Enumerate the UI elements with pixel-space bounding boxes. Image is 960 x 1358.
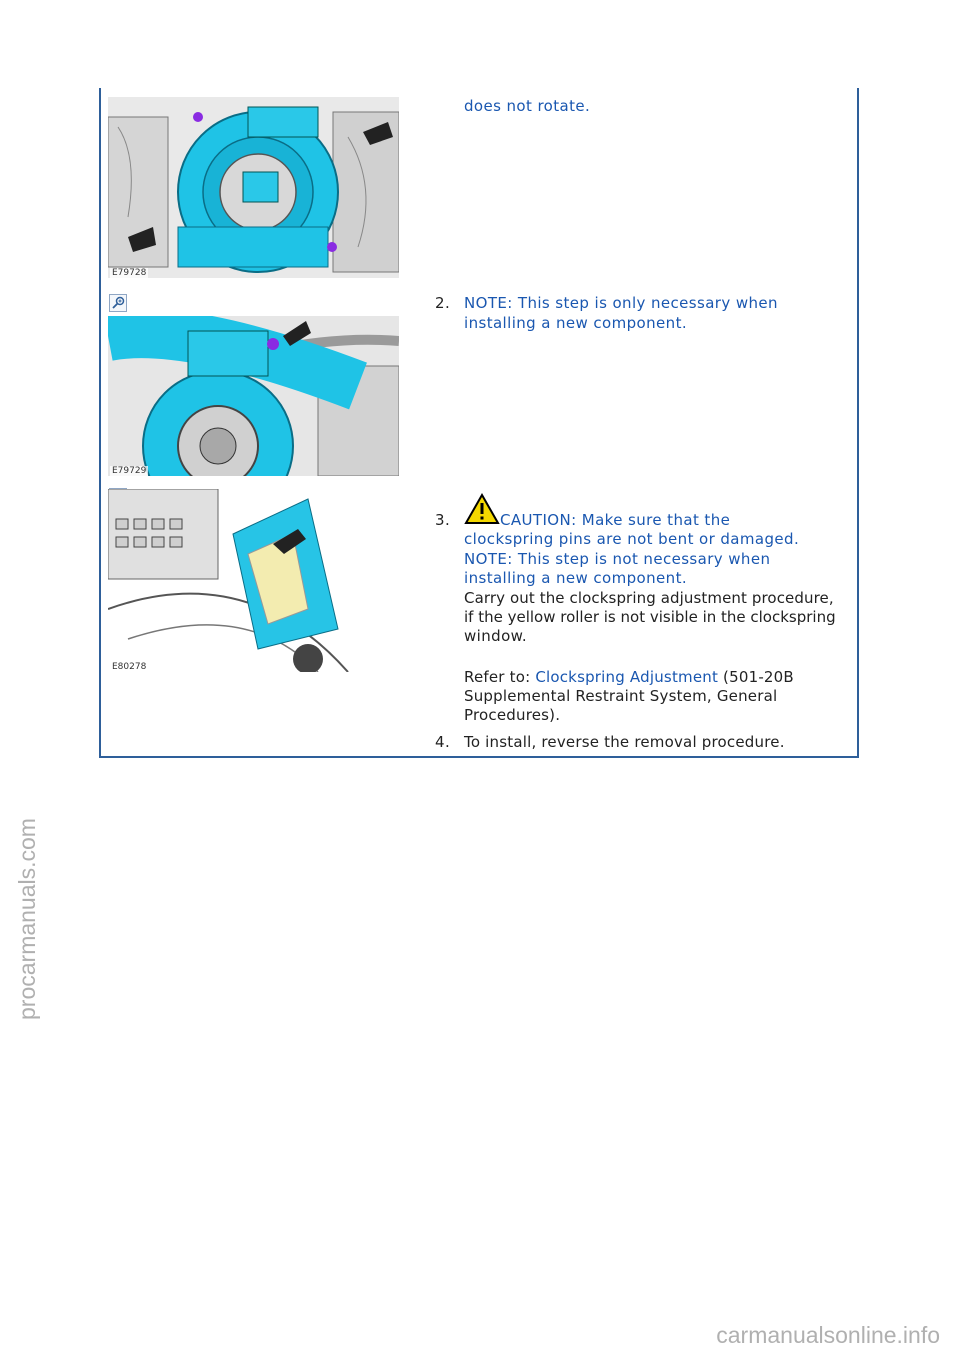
- step2-number: 2.: [435, 294, 451, 312]
- step3-body-line1: Carry out the clockspring adjustment procedure,: [464, 589, 834, 607]
- step3-body-line2: if the yellow roller is not visible in the clockspring: [464, 608, 836, 626]
- step3-caution-line2: clockspring pins are not bent or damaged.: [464, 530, 800, 548]
- clockspring-adjustment-link[interactable]: Clockspring Adjustment: [535, 668, 719, 686]
- caution-icon: [464, 493, 500, 525]
- zoom-icon[interactable]: [109, 294, 127, 312]
- watermark-bottom: carmanualsonline.info: [716, 1322, 940, 1348]
- step4-number: 4.: [435, 733, 451, 751]
- clockspring-window-illustration: [108, 489, 399, 672]
- step3-caution-line1: CAUTION: Make sure that the: [500, 511, 731, 529]
- step3-refer-line3: Procedures).: [464, 706, 561, 724]
- figure-e79728: [108, 97, 399, 278]
- step3-note-line2: installing a new component.: [464, 569, 688, 587]
- step4-text: To install, reverse the removal procedure.: [464, 733, 785, 751]
- step3-number: 3.: [435, 511, 451, 529]
- clockspring-illustration: [108, 97, 399, 278]
- step2-note-line2: installing a new component.: [464, 314, 688, 332]
- step3-note-line1: NOTE: This step is not necessary when: [464, 550, 771, 568]
- step2-note-line1: NOTE: This step is only necessary when: [464, 294, 778, 312]
- step3-refer-line2: Supplemental Restraint System, General: [464, 687, 778, 705]
- refer-suffix: (501-20B: [718, 668, 794, 686]
- step3-body-line3: window.: [464, 627, 528, 645]
- step1-continuation: does not rotate.: [464, 97, 591, 115]
- figure-e79729: [108, 316, 399, 476]
- clockspring-connector-illustration: [108, 316, 399, 476]
- figure-caption: E79729: [112, 466, 147, 476]
- figure-caption: E80278: [112, 662, 147, 672]
- refer-prefix: Refer to:: [464, 668, 536, 686]
- watermark-left: procarmanuals.com: [14, 818, 40, 1020]
- step3-refer-line1: [464, 668, 794, 688]
- figure-e80278: [108, 489, 399, 672]
- figure-caption: E79728: [112, 268, 147, 278]
